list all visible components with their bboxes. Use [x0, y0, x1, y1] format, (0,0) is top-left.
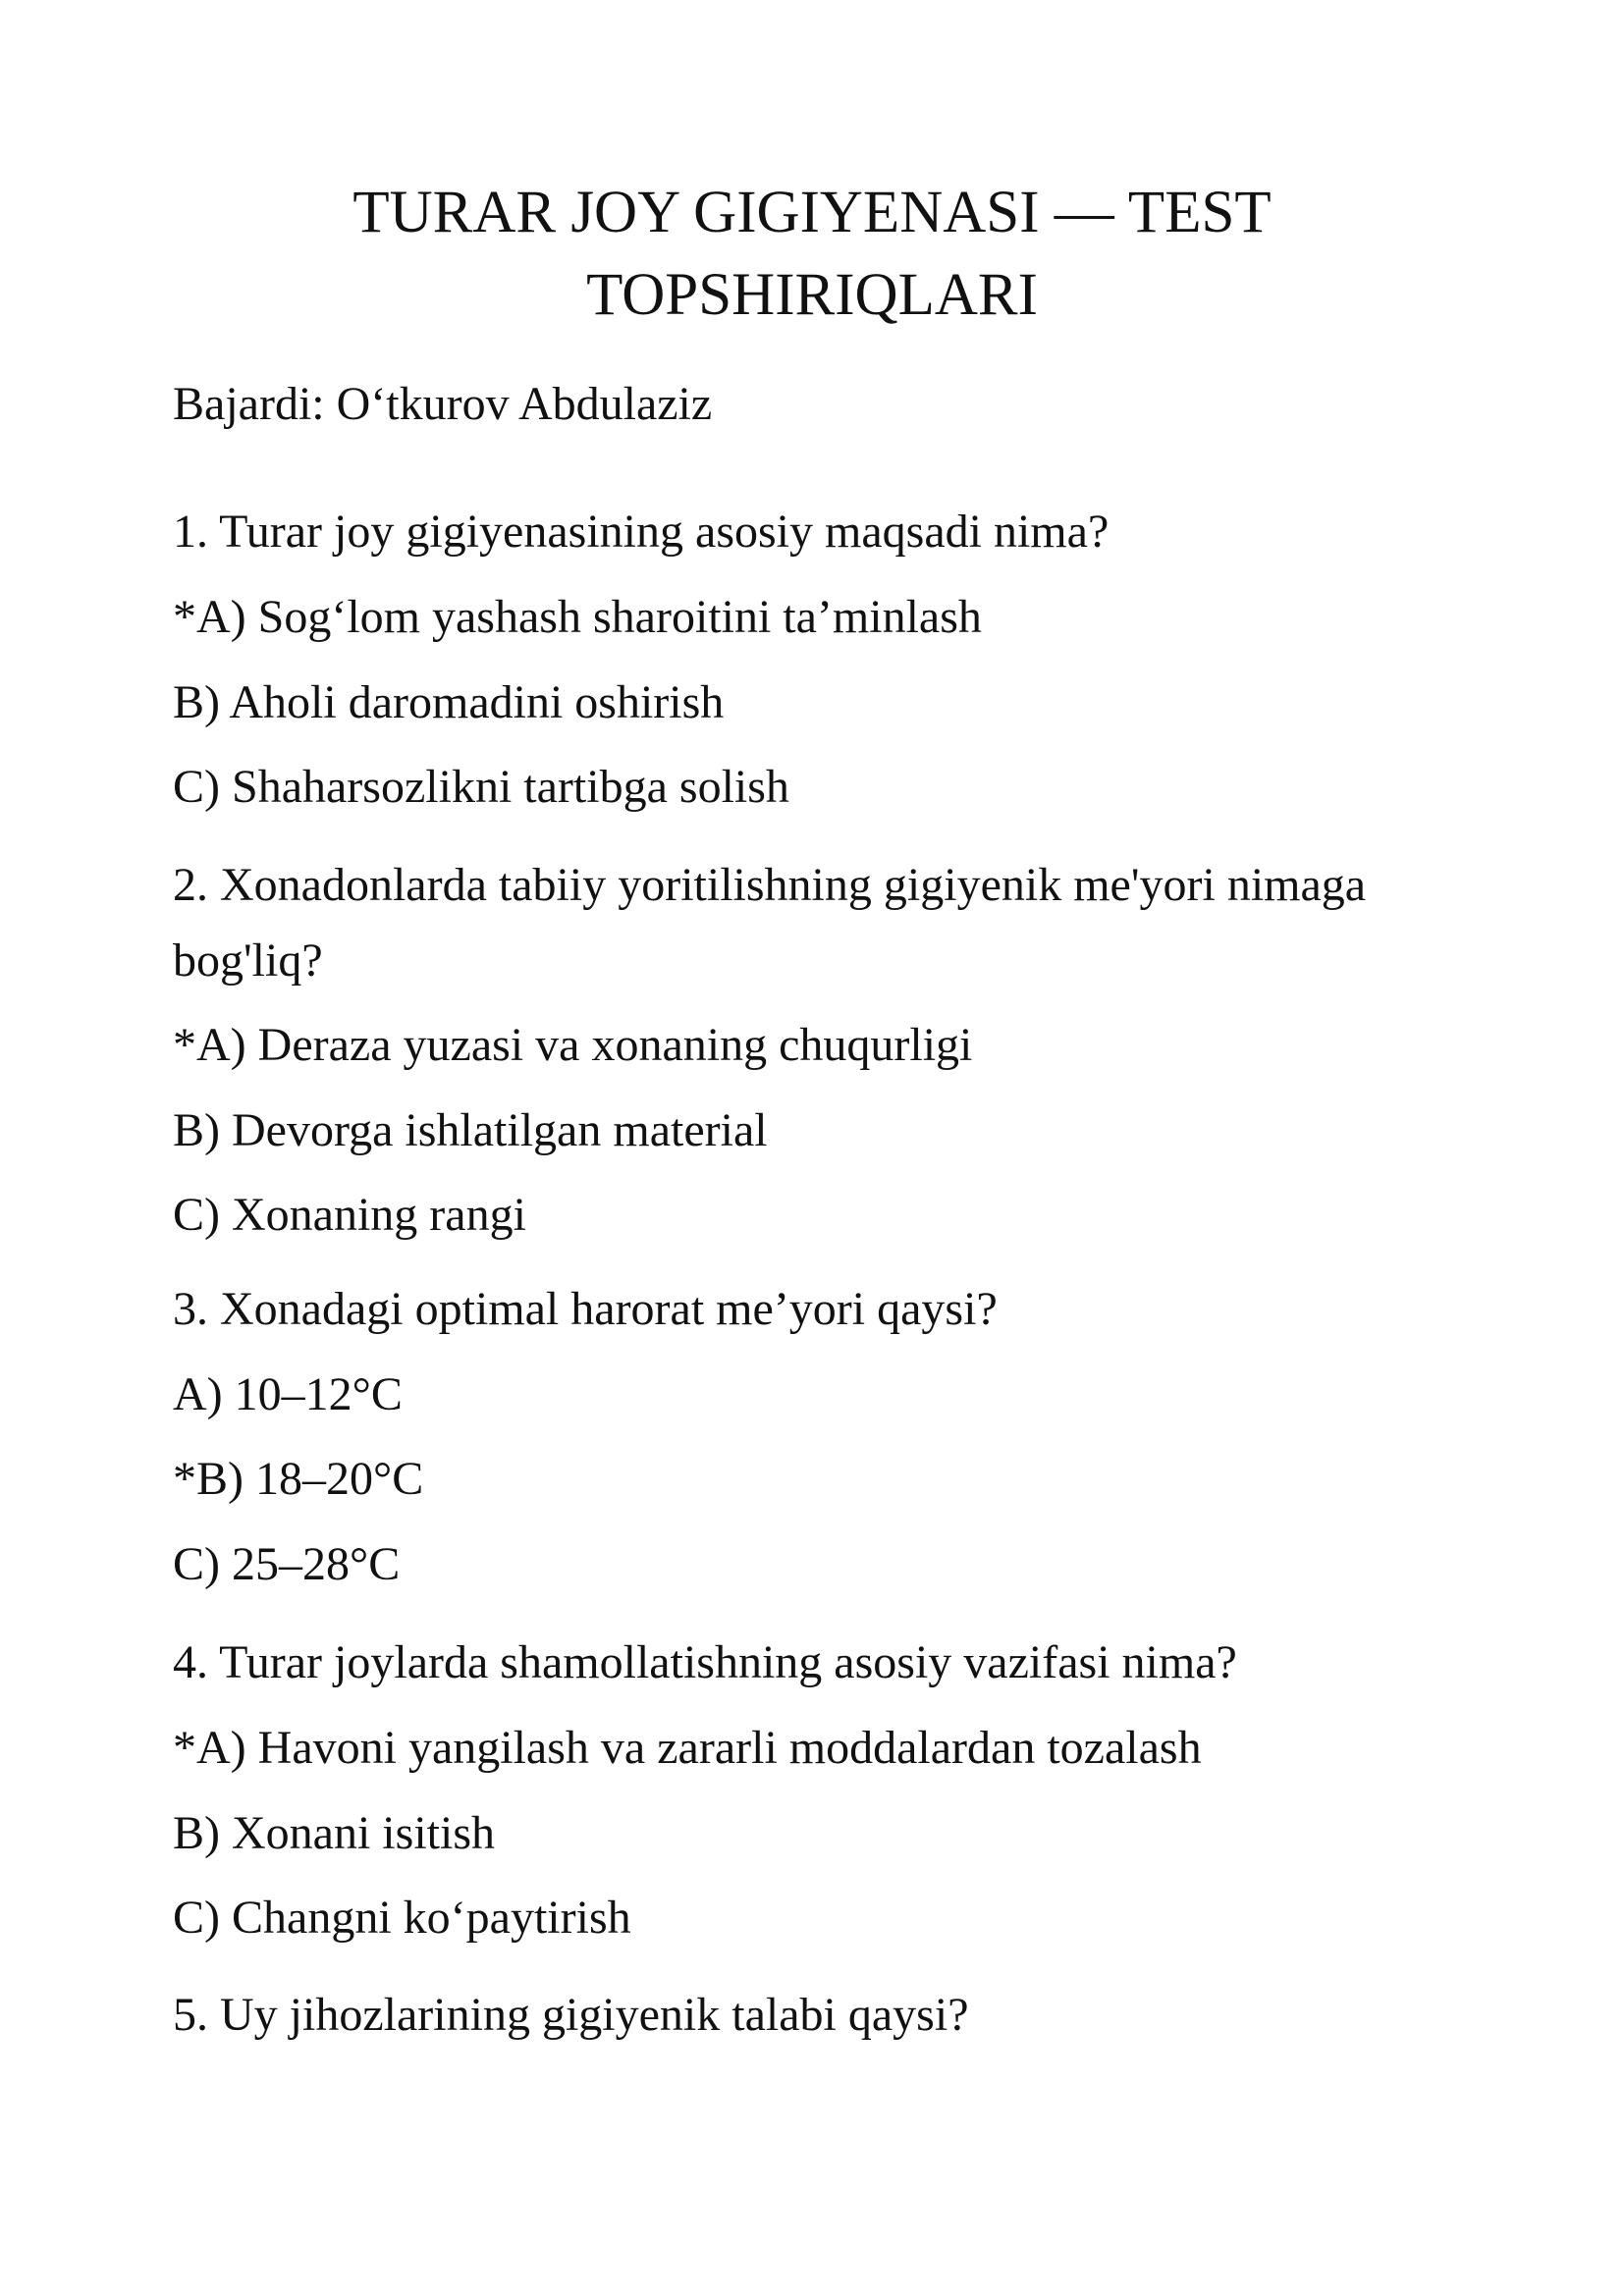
question-5-text: 5. Uy jihozlarining gigiyenik talabi qaysi? [173, 1989, 969, 2041]
question-4-option-b: B) Xonani isitish [173, 1807, 496, 1859]
question-1-option-a: *A) Sog‘lom yashash sharoitini ta’minlash [173, 591, 982, 643]
question-3-option-c: C) 25–28°C [173, 1538, 401, 1590]
question-1-text: 1. Turar joy gigiyenasining asosiy maqsadi nima? [173, 506, 1110, 558]
question-2-option-a: *A) Deraza yuzasi va xonaning chuqurligi [173, 1019, 973, 1071]
question-4-option-c: C) Changni ko‘paytirish [173, 1892, 631, 1944]
author-line: Bajardi: O‘tkurov Abdulaziz [173, 378, 713, 430]
question-2-option-b: B) Devorga ishlatilgan material [173, 1104, 768, 1156]
title-line-1: TURAR JOY GIGIYENASI — TEST [352, 180, 1272, 245]
question-4-text: 4. Turar joylarda shamollatishning asosiy vazifasi nima? [173, 1636, 1237, 1688]
question-1-option-b: B) Aholi daromadini oshirish [173, 676, 725, 728]
question-2-option-c: C) Xonaning rangi [173, 1189, 526, 1241]
title-line-2: TOPSHIRIQLARI [586, 262, 1038, 328]
question-2-text-line-1: 2. Xonadonlarda tabiiy yoritilishning gigiyenik me'yori nimaga [173, 859, 1367, 911]
question-2-text-line-2: bog'liq? [173, 934, 323, 987]
document-title [255, 172, 1369, 337]
question-4-option-a: *A) Havoni yangilash va zararli moddalardan tozalash [173, 1722, 1202, 1774]
question-3-option-b: *B) 18–20°C [173, 1453, 424, 1505]
question-3-option-a: A) 10–12°C [173, 1368, 403, 1420]
question-3-text: 3. Xonadagi optimal harorat me’yori qaysi? [173, 1283, 998, 1335]
question-1-option-c: C) Shaharsozlikni tartibga solish [173, 761, 789, 813]
